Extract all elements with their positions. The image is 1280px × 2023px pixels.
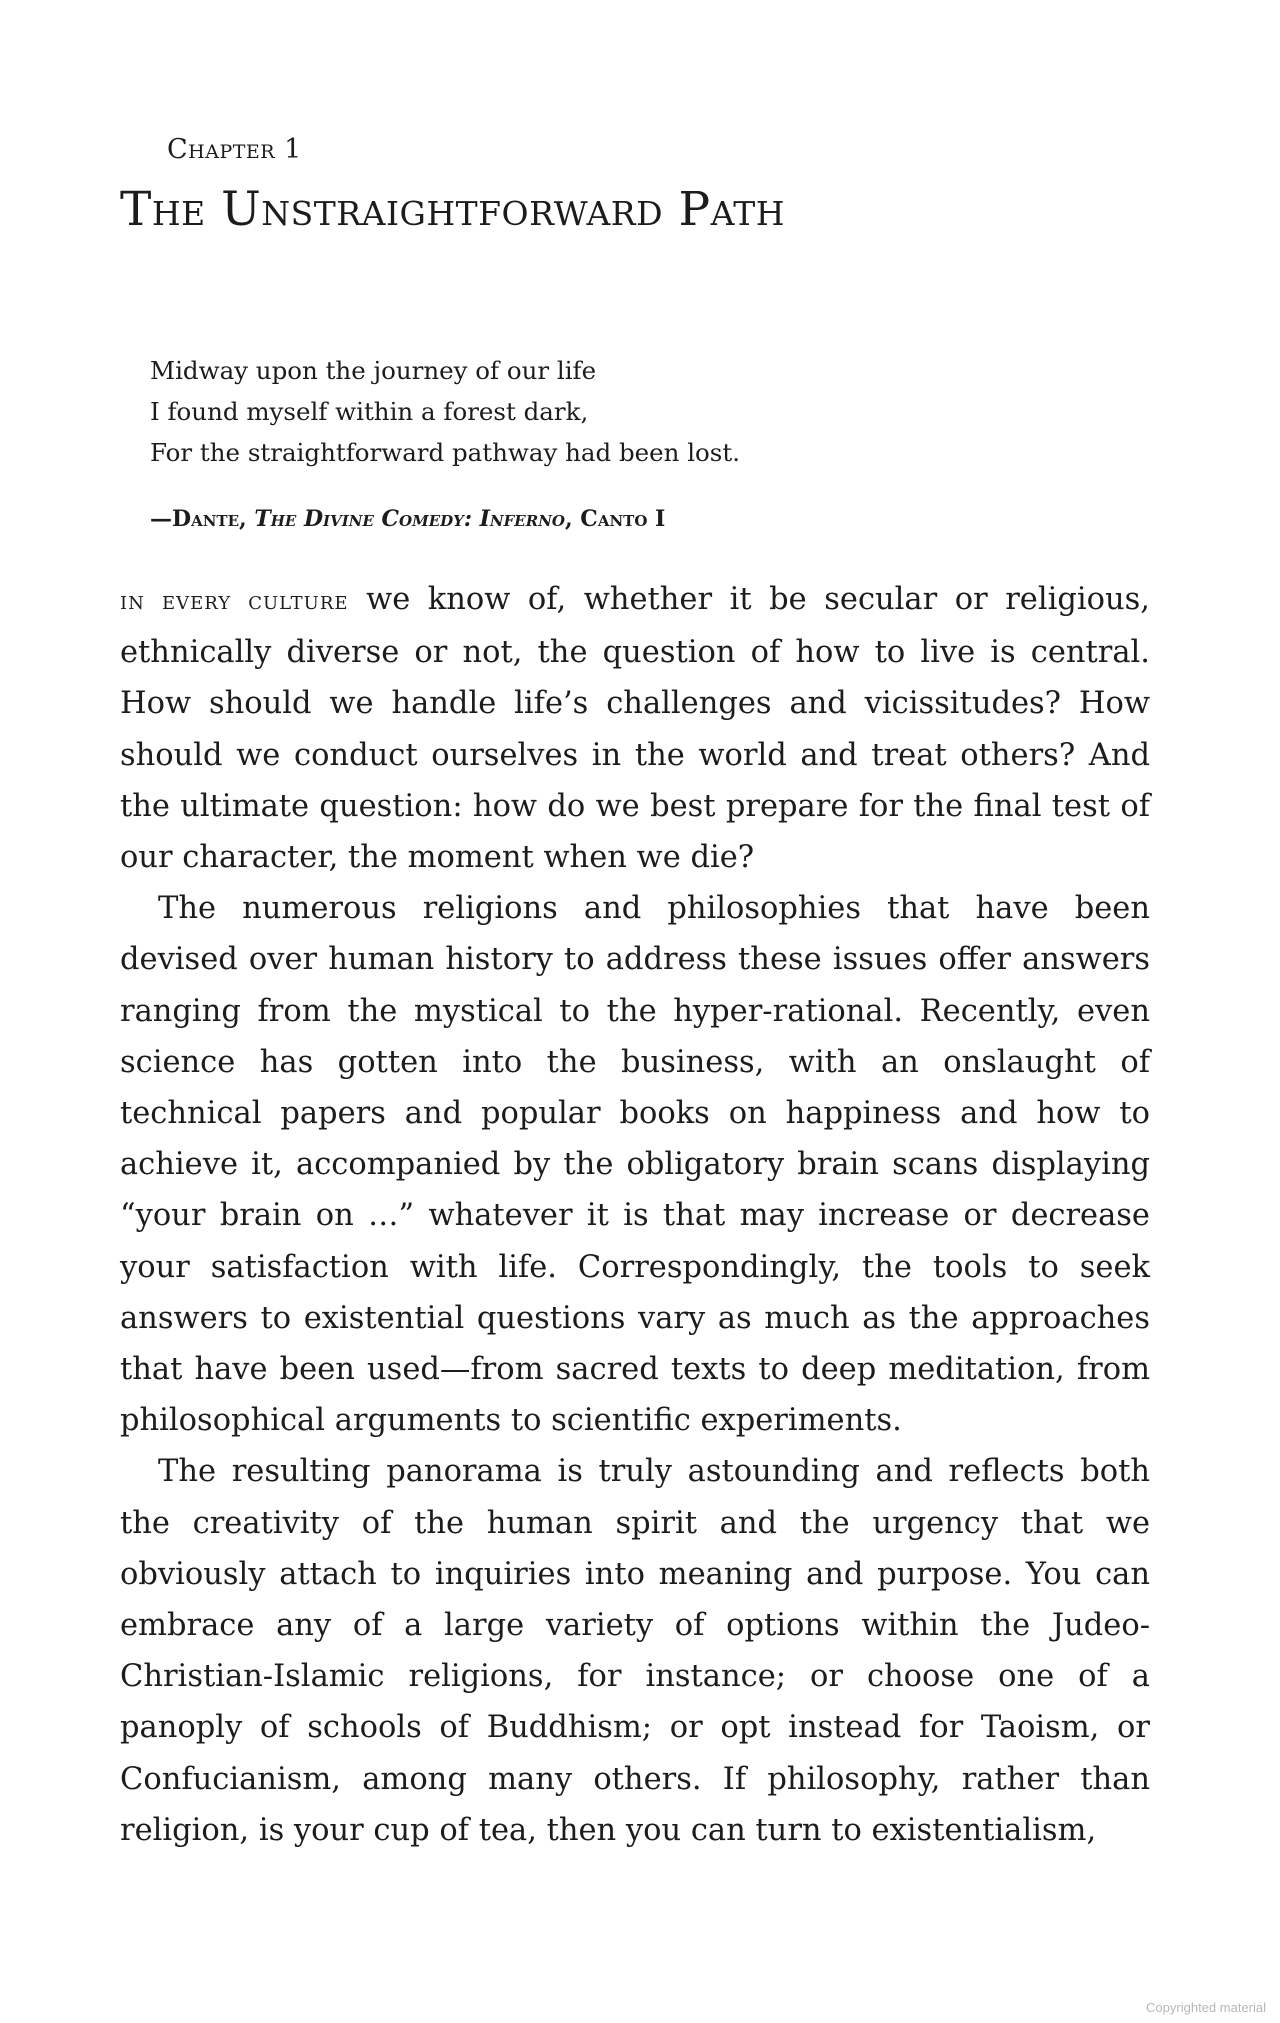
- copyright-watermark: Copyrighted material: [1146, 2000, 1266, 2015]
- epigraph-line: For the straightforward pathway had been lost.: [150, 438, 741, 467]
- chapter-body: [120, 574, 1150, 1856]
- paragraph-3: The resulting panorama is truly astounding and reflects both the creativity of the human spirit and the urgency that we obviously attach to inquiries into meaning and purpose. You can embrace any of a large variety of options within the Judeo-Christian-Islamic religions, for instance; or choose one of a panoply of schools of Buddhism; or opt instead for Taoism, or Confucianism, among many others. If philosophy, rather than religion, is your cup of tea, then you can turn to existentialism,: [120, 1454, 1150, 1848]
- epigraph-attribution: [150, 506, 665, 532]
- paragraph-2: The numerous religions and philosophies that have been devised over human history to address these issues offer answers ranging from the mystical to the hyper-rational. Recently, even science has gotten into the business, with an onslaught of technical papers and popular books on happiness and how to achieve it, accompanied by the obligatory brain scans displaying “your brain on …” whatever it is that may increase or decrease your satisfaction with life. Correspondingly, the tools to seek answers to existential questions vary as much as the approaches that have been used—from sacred texts to deep meditation, from philosophical arguments to scientific experiments.: [120, 891, 1150, 1439]
- paragraph-1: [120, 574, 1150, 883]
- attribution-canto: , Canto I: [564, 506, 666, 532]
- paragraph-1-text: we know of, whether it be secular or religious, ethnically diverse or not, the question of how to live is central. How should we handle life’s challenges and vicissitudes? How should we conduct ourselves in the world and treat others? And the ultimate question: how do we best prepare for the final test of our character, the moment when we die?: [120, 582, 1150, 876]
- attribution-work-title: The Divine Comedy: Inferno: [254, 506, 565, 532]
- chapter-title: The Unstraightforward Path: [120, 182, 785, 237]
- attribution-author: —Dante,: [150, 506, 255, 532]
- epigraph-line: I found myself within a forest dark,: [150, 397, 589, 426]
- chapter-label: Chapter 1: [167, 134, 302, 165]
- epigraph: [150, 350, 740, 473]
- paragraph-lead-in: in every culture: [120, 586, 349, 616]
- epigraph-line: Midway upon the journey of our life: [150, 356, 597, 385]
